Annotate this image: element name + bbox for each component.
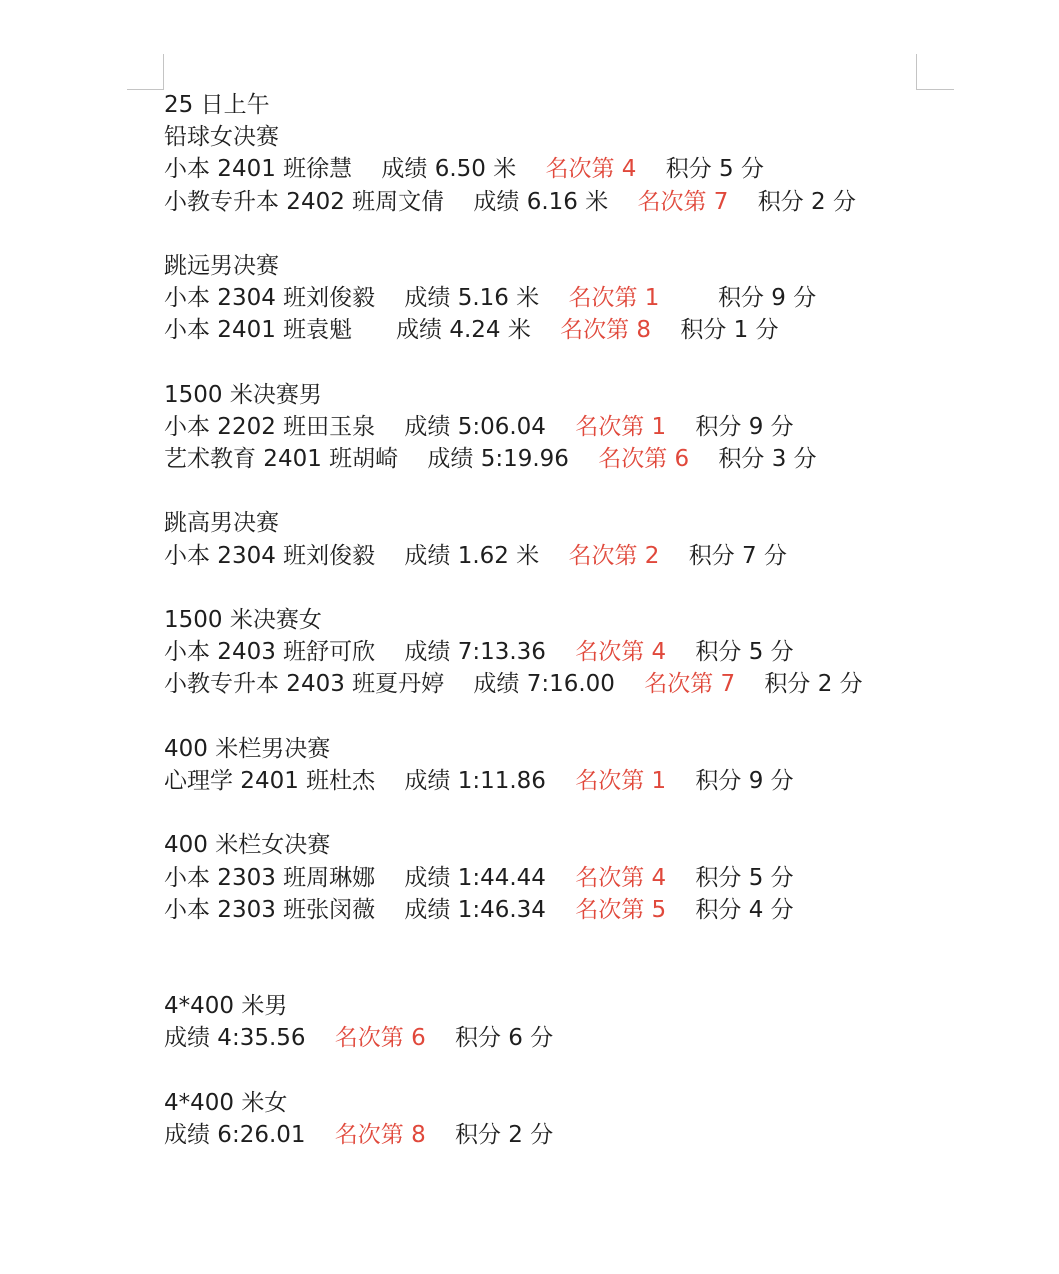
athlete: 小本 2202 班田玉泉: [164, 413, 376, 440]
spacer: [164, 701, 1024, 733]
result-line: [164, 443, 1024, 475]
points: 积分 5 分: [695, 864, 794, 891]
event-title: 4*400 米男: [164, 993, 288, 1020]
spacer: [164, 958, 1024, 990]
result-line: [164, 765, 1024, 797]
rank: 名次第 4: [575, 639, 667, 666]
rank: 名次第 1: [575, 767, 667, 794]
rank: 名次第 7: [637, 188, 729, 215]
rank: 名次第 8: [560, 317, 652, 344]
athlete: 艺术教育 2401 班胡崎: [164, 446, 399, 473]
result-line: [164, 1022, 1024, 1054]
result-line: [164, 540, 1024, 572]
crop-mark-top-right: [916, 54, 954, 90]
score: 成绩 1.62 米: [404, 542, 540, 569]
event-title: 跳远男决赛: [164, 252, 279, 279]
points: 积分 2 分: [764, 671, 863, 698]
score: 成绩 6:26.01: [164, 1122, 306, 1148]
athlete: 小本 2303 班周琳娜: [164, 864, 376, 891]
event-title: 1500 米决赛女: [164, 607, 322, 633]
result-line: [164, 862, 1024, 894]
rank: 名次第 2: [568, 542, 660, 569]
event-title: 400 米栏男决赛: [164, 735, 331, 762]
rank: 名次第 4: [545, 156, 637, 183]
rank: 名次第 6: [598, 446, 690, 473]
points: 积分 2 分: [757, 188, 856, 215]
doc-header: 25 日上午: [164, 92, 270, 118]
points: 积分 3 分: [718, 446, 817, 473]
athlete: 小本 2304 班刘俊毅: [164, 285, 376, 312]
spacer: [164, 347, 1024, 379]
result-line: [164, 314, 1024, 346]
spacer: [164, 218, 1024, 250]
rank: 名次第 4: [575, 864, 667, 891]
score: 成绩 5:19.96: [427, 446, 569, 473]
athlete: 小本 2403 班舒可欣: [164, 639, 376, 666]
athlete: 小本 2401 班袁魁: [164, 317, 353, 344]
points: 积分 5 分: [665, 156, 764, 183]
spacer: [164, 797, 1024, 829]
points: 积分 7 分: [688, 542, 787, 569]
points: 积分 4 分: [695, 896, 794, 923]
score: 成绩 7:13.36: [404, 639, 546, 666]
points: 积分 1 分: [680, 317, 779, 344]
score: 成绩 4:35.56: [164, 1025, 306, 1052]
spacer: [164, 1055, 1024, 1087]
score: 成绩 1:11.86: [404, 767, 546, 794]
event-title: 1500 米决赛男: [164, 381, 322, 408]
result-line: [164, 282, 1024, 314]
event-title: 跳高男决赛: [164, 510, 279, 537]
athlete: 小本 2304 班刘俊毅: [164, 542, 376, 569]
result-line: [164, 411, 1024, 443]
rank: 名次第 6: [334, 1025, 426, 1052]
points: 积分 9 分: [717, 285, 817, 312]
event-title: 铅球女决赛: [164, 124, 279, 151]
score: 成绩 5.16 米: [404, 285, 540, 312]
result-line: [164, 186, 1024, 218]
score: 成绩 6.16 米: [473, 188, 609, 215]
athlete: 小教专升本 2403 班夏丹婷: [164, 671, 445, 698]
rank: 名次第 7: [644, 671, 736, 698]
crop-mark-top-left: [127, 54, 164, 90]
athlete: 小教专升本 2402 班周文倩: [164, 188, 445, 215]
spacer: [164, 926, 1024, 958]
athlete: 小本 2303 班张闵薇: [164, 896, 376, 923]
result-line: [164, 668, 1024, 700]
spacer: [164, 475, 1024, 507]
score: 成绩 1:44.44: [404, 864, 546, 891]
rank: 名次第 8: [334, 1122, 426, 1148]
points: 积分 5 分: [695, 639, 794, 666]
athlete: 小本 2401 班徐慧: [164, 156, 353, 183]
points: 积分 2 分: [455, 1122, 554, 1148]
points: 积分 9 分: [695, 767, 794, 794]
result-line: [164, 636, 1024, 668]
rank: 名次第 5: [575, 896, 667, 923]
score: 成绩 7:16.00: [473, 671, 615, 698]
document-body: [164, 89, 1024, 1151]
score: 成绩 5:06.04: [404, 413, 546, 440]
points: 积分 9 分: [695, 413, 794, 440]
score: 成绩 1:46.34: [404, 896, 546, 923]
event-title: 4*400 米女: [164, 1089, 288, 1116]
score: 成绩 6.50 米: [381, 156, 517, 183]
points: 积分 6 分: [455, 1025, 554, 1052]
result-line: [164, 894, 1024, 926]
athlete: 心理学 2401 班杜杰: [164, 767, 376, 794]
result-line: [164, 153, 1024, 185]
rank: 名次第 1: [568, 285, 660, 312]
spacer: [164, 572, 1024, 604]
score: 成绩 4.24 米: [396, 317, 531, 344]
rank: 名次第 1: [575, 413, 667, 440]
result-line: [164, 1119, 1024, 1151]
event-title: 400 米栏女决赛: [164, 832, 331, 859]
